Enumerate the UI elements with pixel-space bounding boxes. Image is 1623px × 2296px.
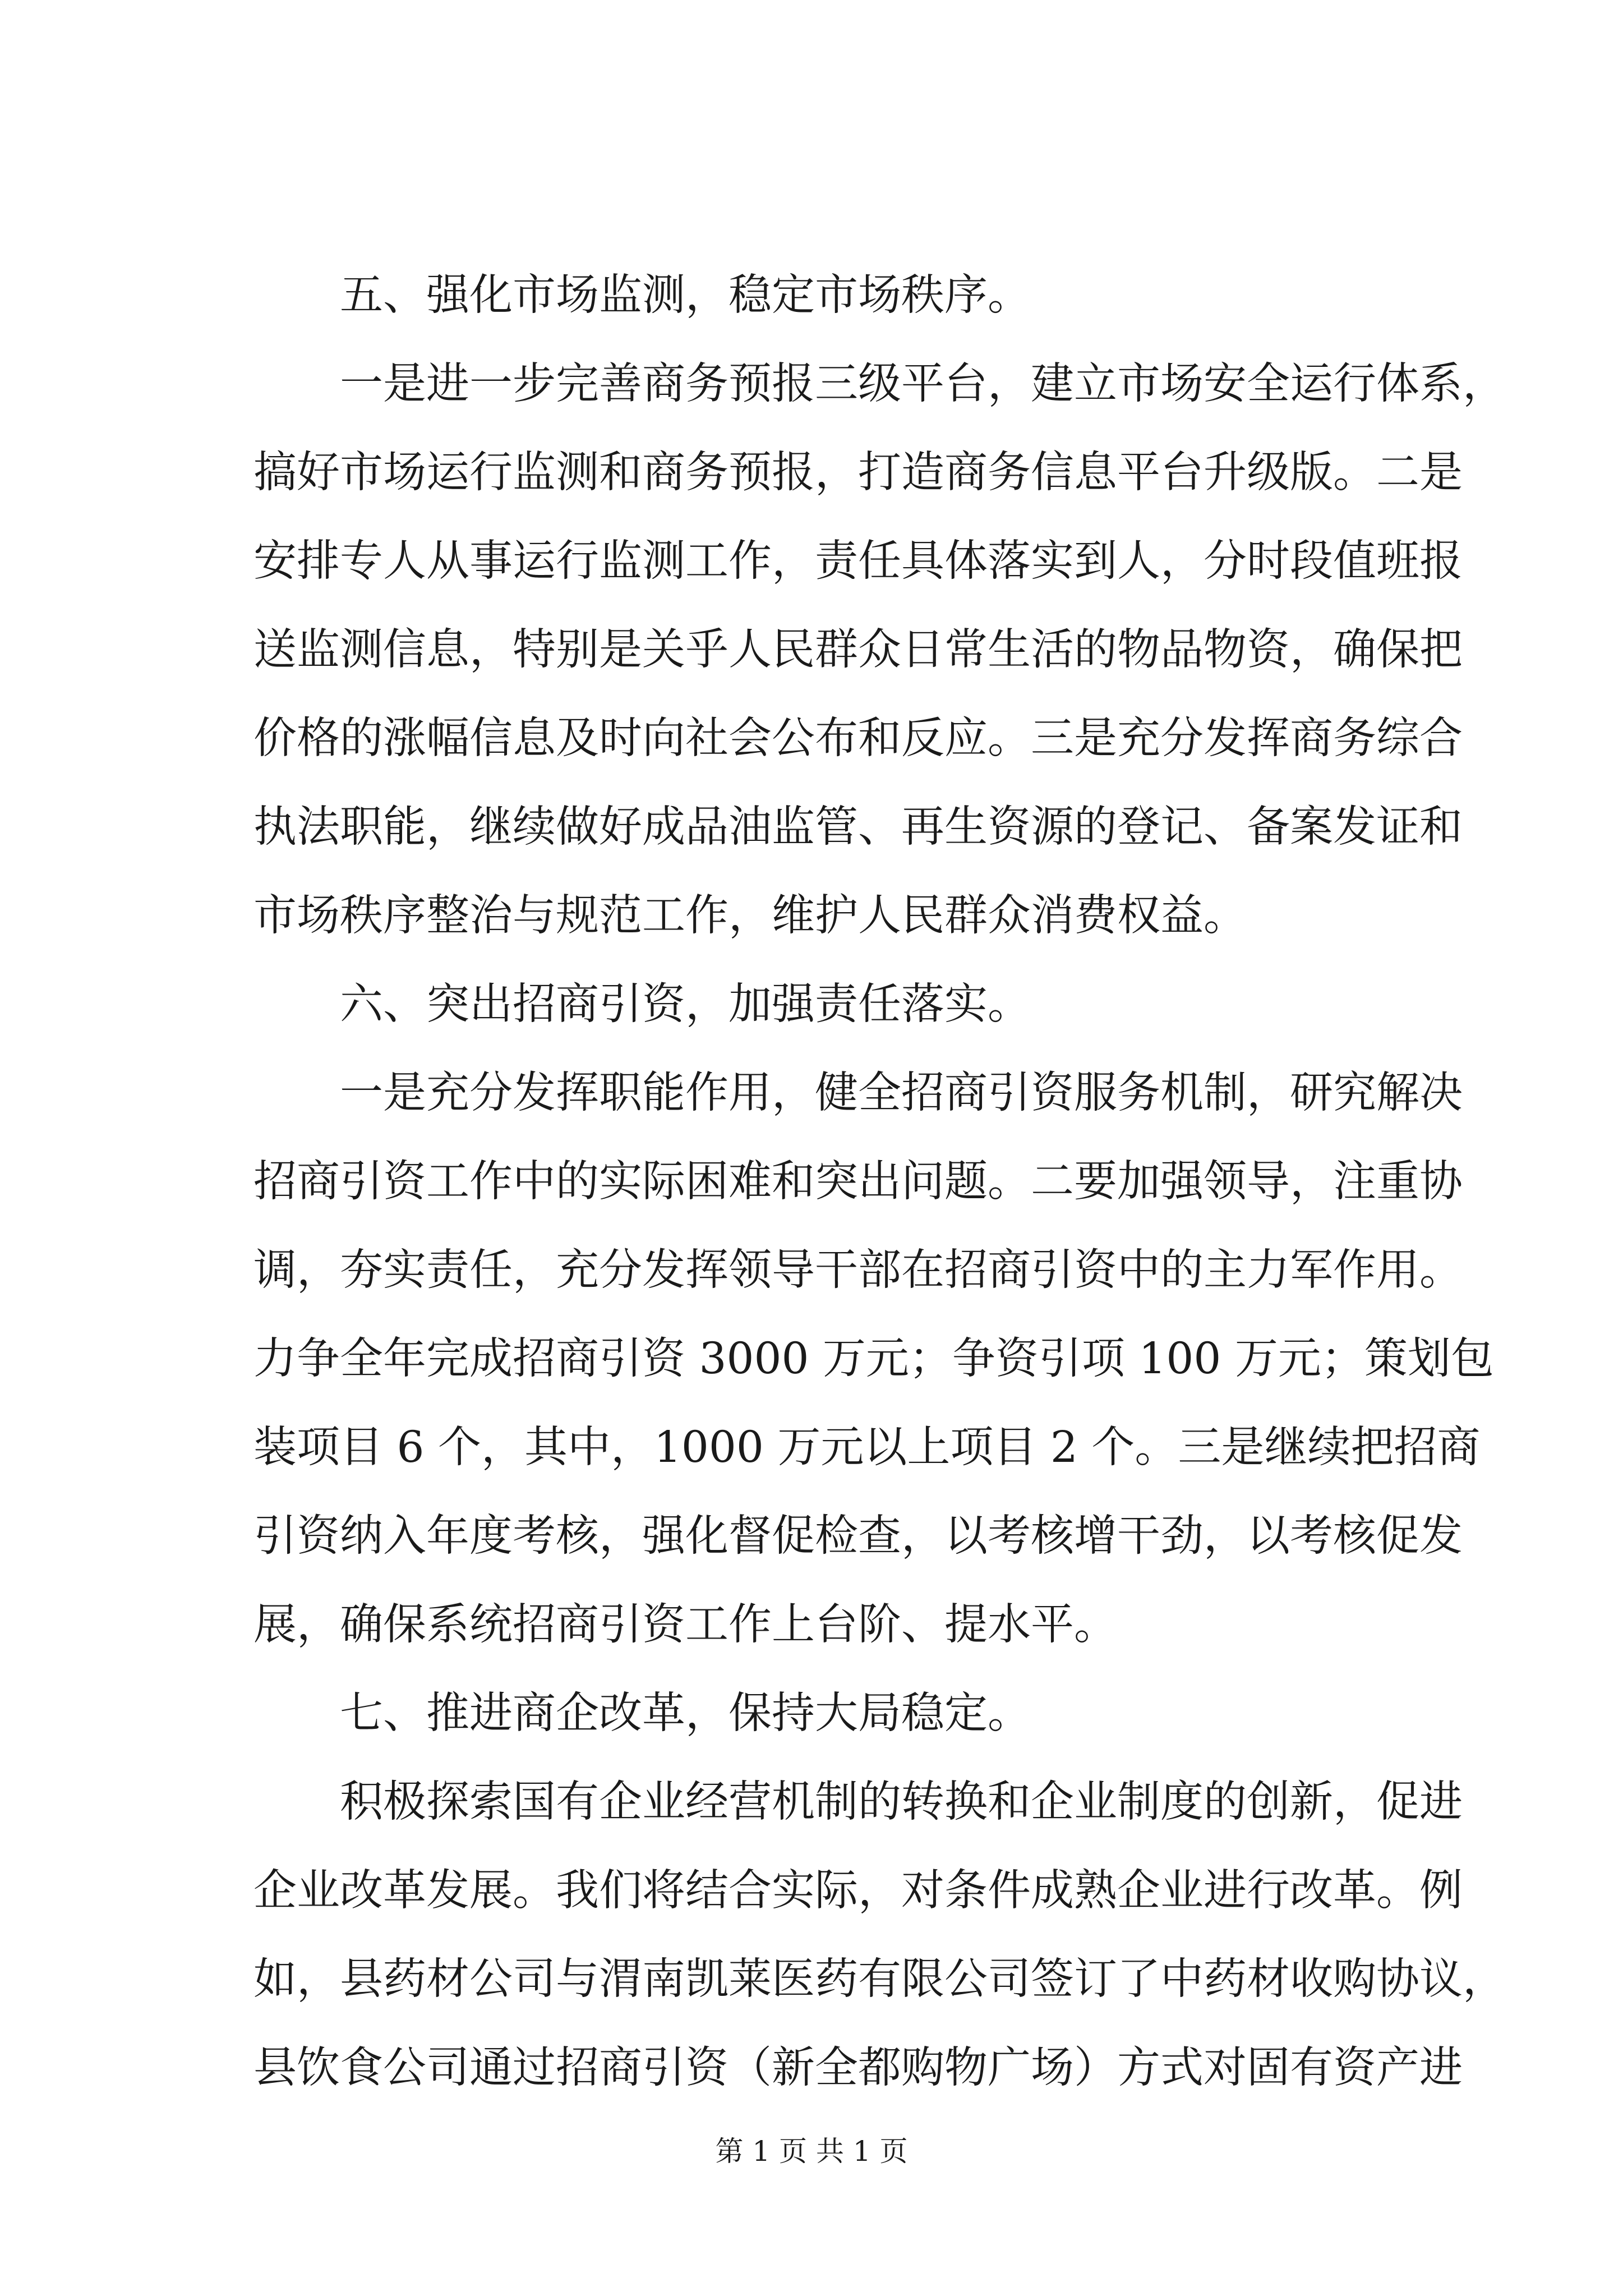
paragraph-line: 如，县药材公司与渭南凯莱医药有限公司签订了中药材收购协议， (253, 1954, 1506, 2004)
heading-line: 五、强化市场监测，稳定市场秩序。 (340, 270, 1031, 320)
paragraph-line: 调，夯实责任，充分发挥领导干部在招商引资中的主力军作用。 (253, 1245, 1463, 1295)
paragraph-line: 力争全年完成招商引资 3000 万元；争资引项 100 万元；策划包 (253, 1334, 1494, 1384)
paragraph-line: 搞好市场运行监测和商务预报，打造商务信息平台升级版。二是 (253, 448, 1463, 498)
paragraph-line: 安排专人从事运行监测工作，责任具体落实到人，分时段值班报 (253, 536, 1463, 586)
paragraph-line: 展，确保系统招商引资工作上台阶、提水平。 (253, 1600, 1117, 1650)
paragraph-line: 引资纳入年度考核，强化督促检查，以考核增干劲，以考核促发 (253, 1511, 1463, 1561)
page-footer: 第 1 页 共 1 页 (715, 2135, 908, 2168)
paragraph-line: 送监测信息，特别是关乎人民群众日常生活的物品物资，确保把 (253, 625, 1463, 675)
paragraph-line: 装项目 6 个，其中，1000 万元以上项目 2 个。三是继续把招商 (253, 1423, 1481, 1473)
paragraph-line: 一是充分发挥职能作用，健全招商引资服务机制，研究解决 (340, 1068, 1463, 1118)
paragraph-line: 县饮食公司通过招商引资（新全都购物广场）方式对固有资产进 (253, 2043, 1463, 2093)
paragraph-line: 积极探索国有企业经营机制的转换和企业制度的创新，促进 (340, 1777, 1463, 1827)
paragraph-line: 价格的涨幅信息及时向社会公布和反应。三是充分发挥商务综合 (253, 714, 1463, 763)
paragraph-line: 招商引资工作中的实际困难和突出问题。二要加强领导，注重协 (253, 1157, 1463, 1207)
heading-line: 七、推进商企改革，保持大局稳定。 (340, 1688, 1031, 1738)
paragraph-line: 执法职能，继续做好成品油监管、再生资源的登记、备案发证和 (253, 802, 1463, 852)
heading-line: 六、突出招商引资，加强责任落实。 (340, 979, 1031, 1029)
paragraph-line: 市场秩序整治与规范工作，维护人民群众消费权益。 (253, 891, 1247, 941)
paragraph-line: 一是进一步完善商务预报三级平台，建立市场安全运行体系， (340, 359, 1506, 409)
paragraph-line: 企业改革发展。我们将结合实际，对条件成熟企业进行改革。例 (253, 1866, 1463, 1916)
body-text (253, 251, 1506, 2113)
